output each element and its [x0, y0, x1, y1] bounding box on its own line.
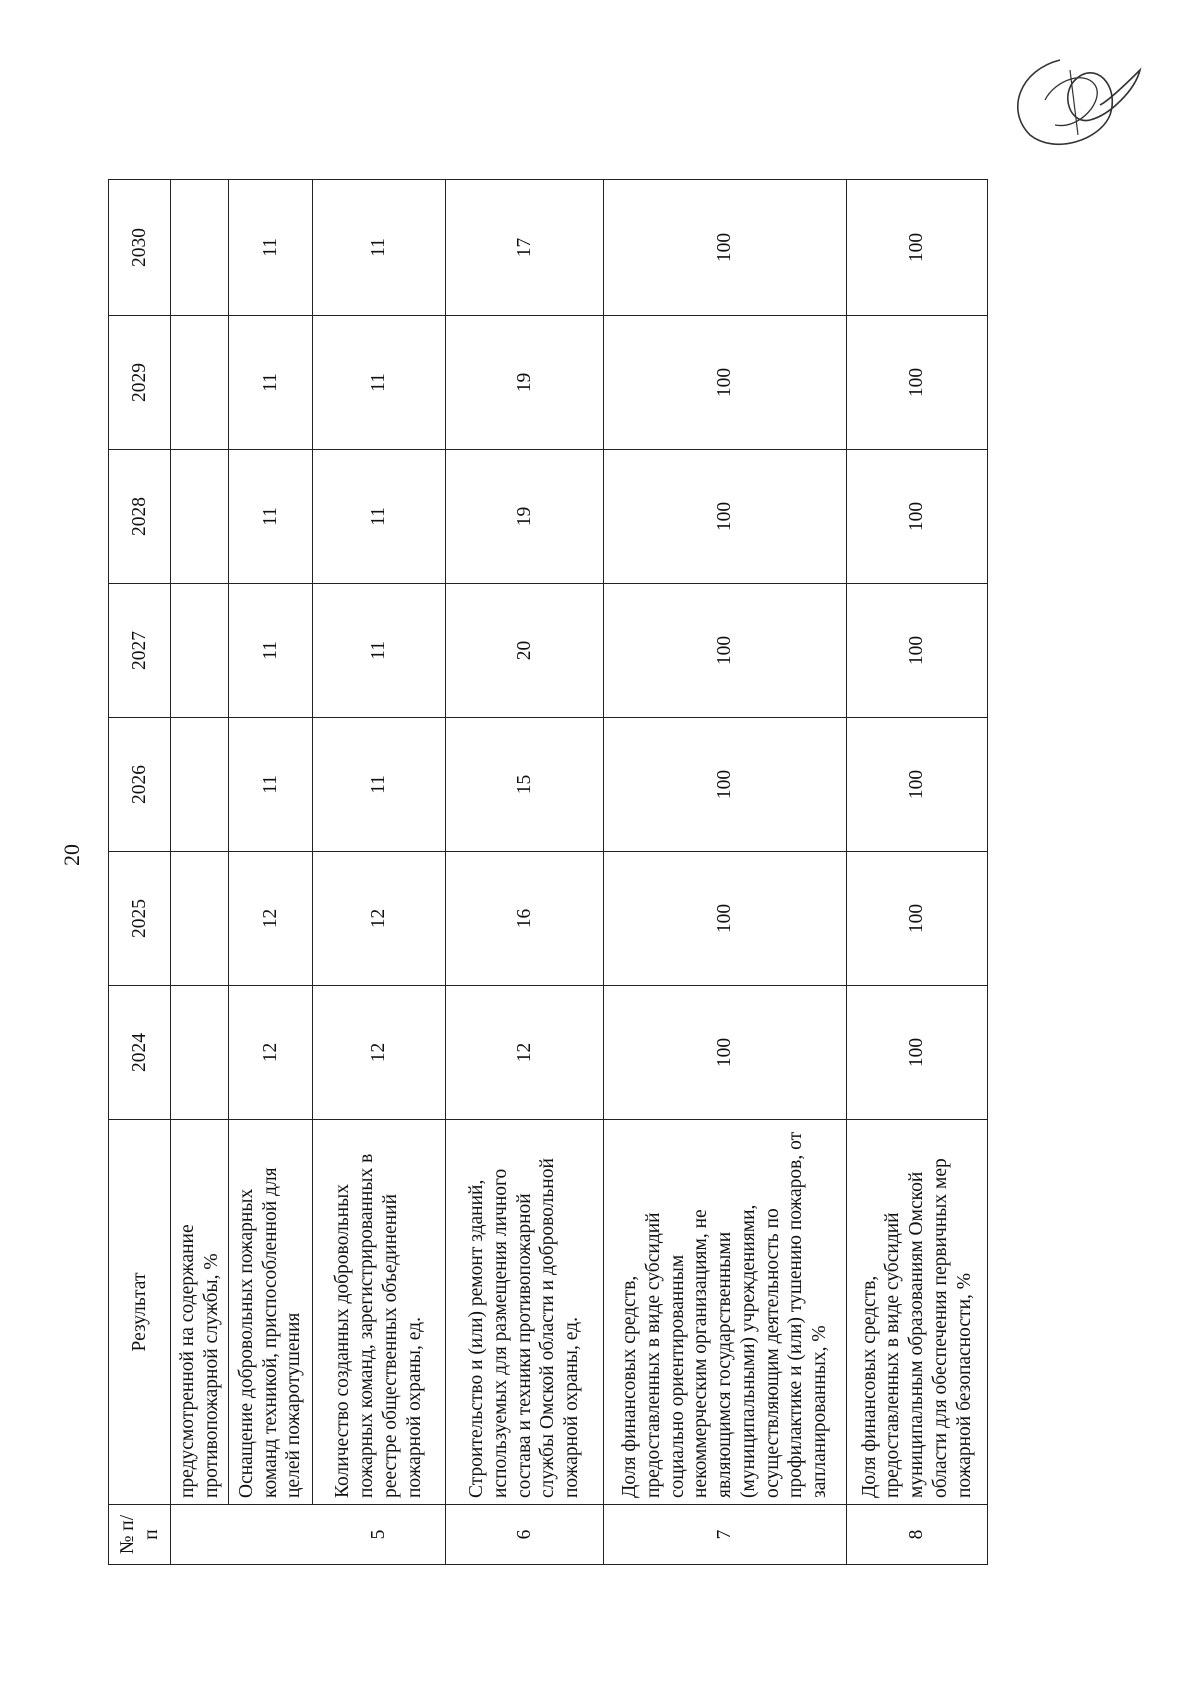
row-value-2030: 100 [847, 180, 988, 316]
row-value-2025: 12 [312, 852, 445, 986]
row-result: Строительство и (или) ремонт зданий, используемых для размещения личного состава и техники противопожарной службы Омской области и добровольной пожарной охраны, ед. [446, 1120, 604, 1505]
row-value-2024 [171, 986, 229, 1120]
row-value-2028: 100 [847, 450, 988, 584]
row-value-2025: 12 [229, 852, 313, 986]
row-value-2026 [171, 718, 229, 852]
row-num: 8 [847, 1505, 988, 1565]
table-row [229, 180, 313, 1565]
table-row [312, 180, 445, 1565]
row-num [229, 1505, 313, 1565]
row-value-2027: 11 [312, 584, 445, 718]
row-value-2030: 17 [446, 180, 604, 316]
row-value-2024: 100 [847, 986, 988, 1120]
row-value-2028: 100 [603, 450, 846, 584]
row-result: предусмотренной на содержание противопожарной службы, % [171, 1120, 229, 1505]
header-year-2029: 2029 [109, 316, 171, 450]
row-value-2024: 12 [229, 986, 313, 1120]
row-value-2027: 20 [446, 584, 604, 718]
row-value-2029 [171, 316, 229, 450]
row-value-2027: 100 [847, 584, 988, 718]
header-year-2024: 2024 [109, 986, 171, 1120]
row-value-2028: 11 [312, 450, 445, 584]
header-year-2025: 2025 [109, 852, 171, 986]
table-row [847, 180, 988, 1565]
row-value-2029: 19 [446, 316, 604, 450]
row-value-2028: 19 [446, 450, 604, 584]
row-num: 6 [446, 1505, 604, 1565]
row-num: 7 [603, 1505, 846, 1565]
row-value-2025: 100 [847, 852, 988, 986]
row-value-2028 [171, 450, 229, 584]
row-value-2027 [171, 584, 229, 718]
header-year-2027: 2027 [109, 584, 171, 718]
row-result: Доля финансовых средств, предоставленных в виде субсидий муниципальным образованиям Омской области для обеспечения первичных мер пожарной безопасности, % [847, 1120, 988, 1505]
row-value-2030: 11 [312, 180, 445, 316]
header-result: Результат [109, 1120, 171, 1505]
row-value-2029: 11 [312, 316, 445, 450]
table-header-row [109, 180, 171, 1565]
row-value-2026: 100 [847, 718, 988, 852]
table-row [603, 180, 846, 1565]
row-result: Оснащение добровольных пожарных команд техникой, приспособленной для целей пожаротушения [229, 1120, 313, 1505]
row-value-2025: 100 [603, 852, 846, 986]
row-value-2028: 11 [229, 450, 313, 584]
row-value-2024: 12 [446, 986, 604, 1120]
header-num: № п/п [109, 1505, 171, 1565]
row-result: Количество созданных добровольных пожарных команд, зарегистрированных в реестре общественных объединений пожарной охраны, ед. [312, 1120, 445, 1505]
row-value-2026: 15 [446, 718, 604, 852]
header-year-2030: 2030 [109, 180, 171, 316]
row-value-2026: 11 [229, 718, 313, 852]
results-table-container [108, 180, 988, 1565]
row-value-2027: 11 [229, 584, 313, 718]
row-result: Доля финансовых средств, предоставленных в виде субсидий социально ориентированным некоммерческим организациям, не являющимся государственными (муниципальными) учреждениями, осуществляющим деятельность по профилактике и (или) тушению пожаров, от запланированных, % [603, 1120, 846, 1505]
header-year-2026: 2026 [109, 718, 171, 852]
row-value-2025: 16 [446, 852, 604, 986]
row-value-2029: 11 [229, 316, 313, 450]
row-value-2024: 12 [312, 986, 445, 1120]
row-value-2029: 100 [603, 316, 846, 450]
row-value-2030: 100 [603, 180, 846, 316]
row-num [171, 1505, 229, 1565]
row-value-2026: 11 [312, 718, 445, 852]
header-year-2028: 2028 [109, 450, 171, 584]
row-value-2024: 100 [603, 986, 846, 1120]
row-num: 5 [312, 1505, 445, 1565]
row-value-2029: 100 [847, 316, 988, 450]
row-value-2025 [171, 852, 229, 986]
page-number: 20 [59, 844, 84, 866]
row-value-2027: 100 [603, 584, 846, 718]
row-value-2030: 11 [229, 180, 313, 316]
row-value-2030 [171, 180, 229, 316]
table-row [171, 180, 229, 1565]
table-row [446, 180, 604, 1565]
row-value-2026: 100 [603, 718, 846, 852]
results-table [108, 179, 988, 1565]
